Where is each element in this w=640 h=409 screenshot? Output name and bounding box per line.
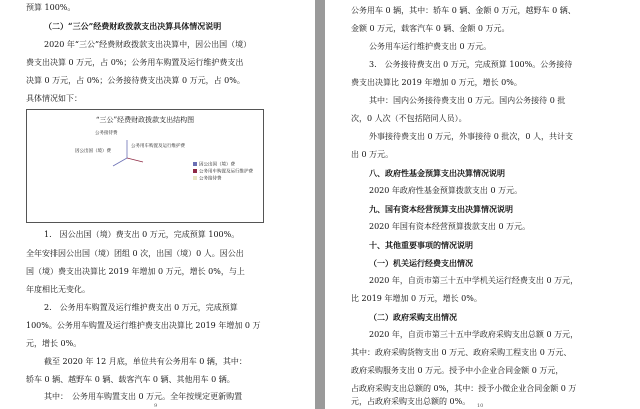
text-line: 决算 0 万元，占 0%；公务接待费支出决算 0 万元，占 0%。 [26, 76, 245, 85]
text-line: 外事接待费支出 0 万元，外事接待 0 批次，0 人，共计支 [369, 132, 573, 141]
text-line: 2020 年国有资本经营预算拨款支出 0 万元。 [369, 222, 531, 231]
text-line: 出 0 万元。 [351, 150, 394, 159]
legend-item [193, 162, 235, 168]
text-line: 元，增长 0%。 [26, 339, 82, 348]
text-line: 公务用车 0 辆，其中：轿车 0 辆、金额 0 万元，越野车 0 辆、 [351, 6, 576, 15]
text-line: 占政府采购支出总额的 0%，其中：授予小微企业合同金额 0 万 [351, 384, 577, 393]
legend-swatch [193, 169, 197, 173]
text-line: 预算 100%。 [26, 3, 76, 12]
pie-slice-1 [113, 158, 127, 166]
text-line: 100%。公务用车购置及运行维护费支出决算比 2019 年增加 0 万 [26, 321, 261, 330]
section-heading: 九、国有资本经营预算支出决算情况说明 [369, 204, 513, 214]
slice-label: 公务用车购置及运行维护费 [131, 144, 185, 149]
text-line: 具体情况如下： [26, 94, 82, 103]
legend-item [193, 169, 253, 175]
legend-label: 公务接待费 [199, 176, 222, 182]
text-line: 其中：政府采购货物支出 0 万元、政府采购工程支出 0 万元、 [351, 348, 572, 357]
page-number: 9 [154, 403, 158, 409]
chart-title: “三公”经费财政拨款支出结构图 [95, 116, 195, 124]
legend-label: 公务用车购置及运行维护费 [199, 169, 253, 175]
text-line: 次，0 人次（不包括陪同人员）。 [351, 114, 467, 123]
text-line: 政府采购服务支出 0 万元。授予中小企业合同金额 0 万元， [351, 366, 564, 375]
right-page [325, 0, 640, 409]
text-line: 元，占政府采购支出总额的 0%。 [351, 397, 471, 406]
text-line: 2020 年，自贡市第三十五中学机关运行经费支出 0 万元， [369, 276, 579, 285]
slice-label: 因公出国（境）费 [75, 149, 111, 154]
text-line: 轿车 0 辆、越野车 0 辆、载客汽车 0 辆、其他用车 0 辆。 [26, 375, 235, 384]
text-line: 2020 年政府性基金预算拨款支出 0 万元。 [369, 186, 523, 195]
legend-item [193, 176, 222, 182]
text-line: 国（境）费支出决算比 2019 年增加 0 万元，增长 0%，与上 [26, 267, 245, 276]
text-line: 年度相比无变化。 [26, 285, 90, 294]
section-heading: 十、其他重要事项的情况说明 [369, 240, 473, 250]
text-line: 2020 年“三公”经费财政拨款支出决算中，因公出国（境） [44, 40, 252, 49]
text-line: 比 2019 年增加 0 万元，增长 0%。 [351, 294, 482, 303]
text-line: 2020 年，自贡市第三十五中学政府采购支出总额 0 万元， [369, 330, 579, 339]
pie-chart [26, 109, 264, 223]
legend-swatch [193, 176, 197, 180]
slice-label: 公务接待费 [95, 131, 118, 136]
text-line: 全年安排因公出国（境）团组 0 次，出国（境）0 人。因公出 [26, 249, 244, 258]
subsection-heading: （二）政府采购支出情况 [369, 312, 457, 322]
text-line: 其中： 公务用车购置支出 0 万元。全年按规定更新购置 [44, 392, 243, 401]
text-line: 截至 2020 年 12 月底，单位共有公务用车 0 辆，其中： [44, 357, 247, 366]
legend-swatch [193, 162, 197, 166]
pie-slice-2 [127, 158, 143, 162]
legend-label: 因公出国（境）费 [199, 162, 235, 168]
text-line: 费支出决算比 2019 年增加 0 万元，增长 0%。 [351, 78, 522, 87]
text-line: 3. 公务接待费支出 0 万元，完成预算 100%。公务接待 [369, 60, 573, 69]
text-line: 费支出决算 0 万元，占 0%；公务用车购置及运行维护费支出 [26, 58, 244, 67]
subsection-heading: （一）机关运行经费支出情况 [369, 258, 473, 268]
text-line: 金额 0 万元，载客汽车 0 辆、金额 0 万元。 [351, 24, 510, 33]
text-line: 2. 公务用车购置及运行维护费支出 0 万元，完成预算 [44, 303, 238, 312]
page-number: 10 [477, 403, 484, 409]
text-line: 其中：国内公务接待费支出 0 万元。国内公务接待 0 批 [369, 96, 566, 105]
left-page [0, 0, 315, 409]
section-heading: 八、政府性基金预算支出决算情况说明 [369, 168, 505, 178]
section-heading: （二）“三公”经费财政拨款支出决算具体情况说明 [44, 21, 222, 31]
text-line: 公务用车运行维护费支出 0 万元。 [369, 42, 492, 51]
text-line: 1. 因公出国（境）费支出 0 万元，完成预算 100%。 [44, 230, 240, 239]
